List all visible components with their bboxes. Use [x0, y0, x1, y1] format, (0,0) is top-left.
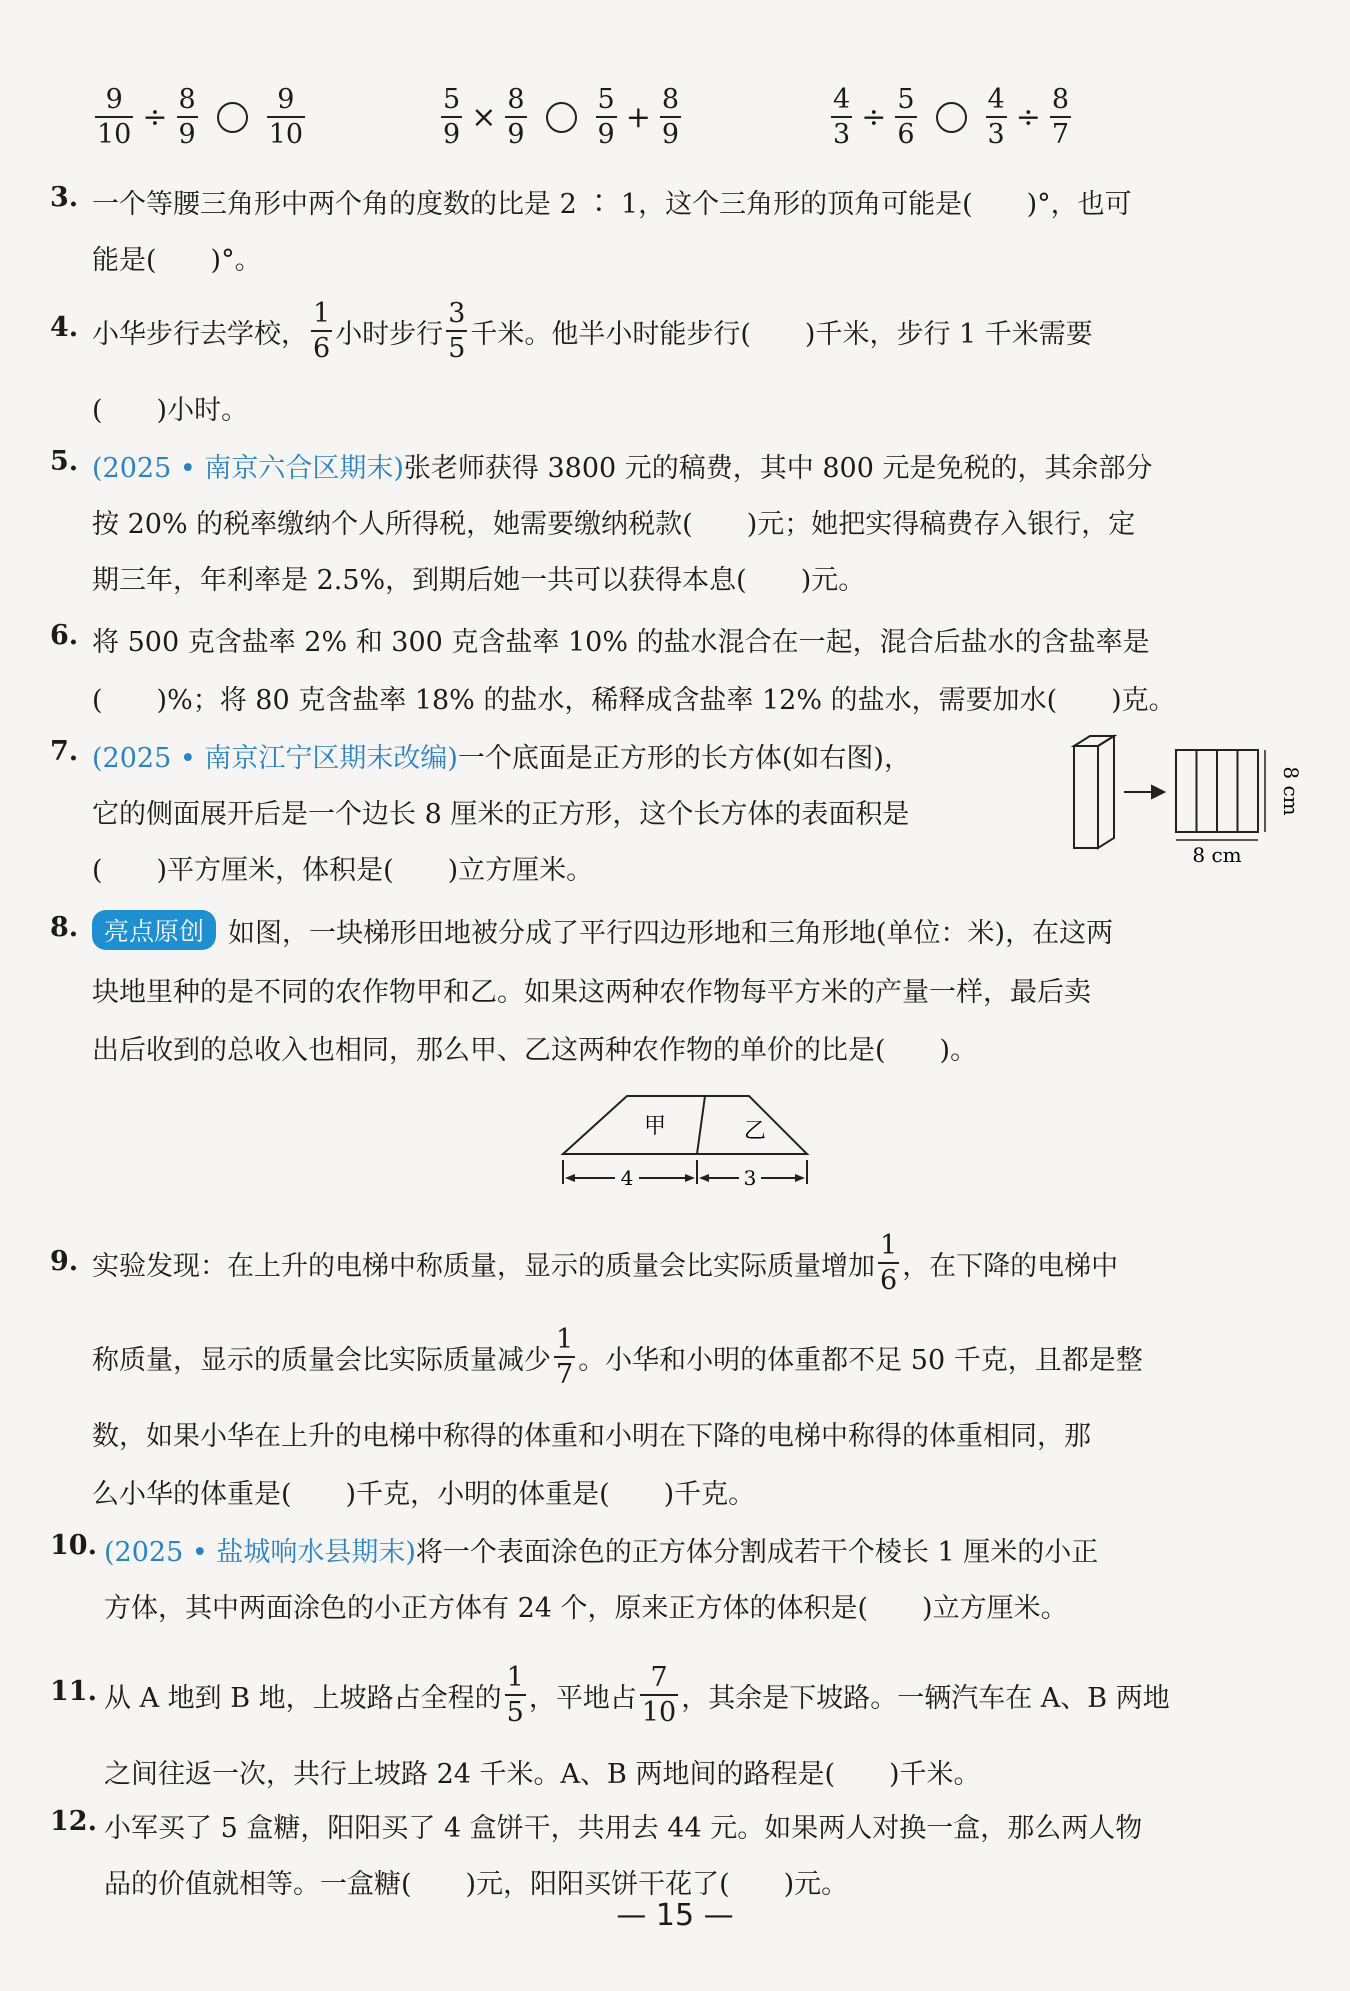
question-text: 从 A 地到 B 地，上坡路占全程的 $\frac{1}{5}$ ，平地占 $\frac{7}{10}$ ，其余是下坡路。一辆汽车在 A、B 两地: [104, 1662, 1170, 1728]
comparison-2: [438, 86, 684, 148]
compare-circle-blank[interactable]: [936, 102, 967, 133]
original-badge: 亮点原创: [92, 910, 216, 950]
fraction: $\frac{4}{3}$: [833, 84, 851, 150]
source-tag: (2025 • 南京江宁区期末改编): [92, 743, 458, 774]
question-text: 方体，其中两面涂色的小正方体有 24 个，原来正方体的体积是( )立方厘米。: [104, 1593, 1068, 1624]
question-number: 10.: [50, 1530, 97, 1561]
operator: ÷: [142, 99, 168, 135]
question-number: 12.: [50, 1806, 97, 1837]
source-tag: (2025 • 南京六合区期末): [92, 453, 404, 484]
trapezoid-figure: [555, 1088, 815, 1193]
fraction: $\frac{1}{7}$: [556, 1324, 574, 1390]
question-text: 一个等腰三角形中两个角的度数的比是 2 ∶ 1，这个三角形的顶角可能是( )°，也可: [92, 189, 1132, 220]
compare-circle-blank[interactable]: [546, 102, 577, 133]
question-text: ( )小时。: [92, 395, 249, 426]
compare-circle-blank[interactable]: [217, 102, 248, 133]
question-text: 将 500 克含盐率 2% 和 300 克含盐率 10% 的盐水混合在一起，混合后盐水的含盐率是: [92, 627, 1150, 658]
fraction: $\frac{5}{6}$: [897, 84, 915, 150]
question-text: 之间往返一次，共行上坡路 24 千米。A、B 两地间的路程是( )千米。: [104, 1759, 981, 1790]
length-4-label: 4: [620, 1166, 634, 1190]
comparison-3: [828, 86, 1074, 148]
question-text: 按 20% 的税率缴纳个人所得税，她需要缴纳税款( )元；她把实得稿费存入银行，定: [92, 509, 1136, 540]
question-text: 实验发现：在上升的电梯中称质量，显示的质量会比实际质量增加 $\frac{1}{6}$ ，在下降的电梯中: [92, 1230, 1119, 1296]
question-number: 7.: [50, 736, 79, 767]
fraction: $\frac{8}{9}$: [661, 84, 680, 150]
question-text: 出后收到的总收入也相同，那么甲、乙这两种农作物的单价的比是( )。: [92, 1035, 978, 1066]
fraction: $\frac{3}{5}$: [448, 298, 466, 364]
region-jia-label: 甲: [643, 1114, 667, 1139]
operator: ÷: [1015, 99, 1041, 135]
question-number: 4.: [50, 312, 79, 343]
arrow-head-icon: [1152, 786, 1164, 798]
question-number: 6.: [50, 620, 79, 651]
question-text: (2025 • 南京六合区期末) 张老师获得 3800 元的稿费，其中 800 元是免税的，其余部分: [92, 446, 1152, 485]
cuboid-unfold-figure: [1060, 728, 1303, 868]
question-text: ( )平方厘米，体积是( )立方厘米。: [92, 855, 594, 886]
question-text: 数，如果小华在上升的电梯中称得的体重和小明在下降的电梯中称得的体重相同，那: [92, 1421, 1091, 1452]
question-number: 8.: [50, 912, 79, 943]
fraction: $\frac{1}{6}$: [313, 298, 331, 364]
question-text: 么小华的体重是( )千克，小明的体重是( )千克。: [92, 1479, 756, 1510]
question-text: 亮点原创 如图，一块梯形田地被分成了平行四边形地和三角形地(单位：米)，在这两: [92, 910, 1113, 950]
fraction: $\frac{9}{10}$: [268, 84, 304, 150]
question-text: 小军买了 5 盒糖，阳阳买了 4 盒饼干，共用去 44 元。如果两人对换一盒，那么两人物: [104, 1813, 1143, 1844]
question-text: 品的价值就相等。一盒糖( )元，阳阳买饼干花了( )元。: [104, 1869, 849, 1900]
question-text: 它的侧面展开后是一个边长 8 厘米的正方形，这个长方体的表面积是: [92, 799, 910, 830]
cuboid-top: [1074, 736, 1114, 746]
question-text: 期三年，年利率是 2.5%，到期后她一共可以获得本息( )元。: [92, 565, 866, 596]
height-label: 8 cm: [1279, 766, 1303, 816]
region-yi-label: 乙: [743, 1119, 767, 1144]
fraction: $\frac{1}{5}$: [506, 1662, 524, 1728]
fraction: $\frac{9}{10}$: [97, 84, 132, 150]
divider-line: [697, 1096, 705, 1154]
operator: ×: [471, 99, 497, 135]
trapezoid-outline: [563, 1096, 807, 1154]
width-label: 8 cm: [1192, 843, 1242, 867]
cuboid-side: [1098, 736, 1114, 848]
question-number: 3.: [50, 182, 79, 213]
question-number: 9.: [50, 1246, 79, 1277]
question-text: 小华步行去学校， $\frac{1}{6}$ 小时步行 $\frac{3}{5}$ 千米。他半小时能步行( )千米，步行 1 千米需要: [92, 298, 1093, 364]
fraction: $\frac{5}{9}$: [443, 84, 461, 150]
operator: ÷: [861, 99, 887, 135]
length-3-label: 3: [743, 1166, 757, 1190]
source-tag: (2025 • 盐城响水县期末): [104, 1537, 416, 1568]
fraction: $\frac{4}{3}$: [987, 84, 1005, 150]
cuboid-front: [1074, 746, 1098, 848]
question-text: ( )%；将 80 克含盐率 18% 的盐水，稀释成含盐率 12% 的盐水，需要加水( )克。: [92, 685, 1176, 716]
fraction: $\frac{5}{9}$: [597, 84, 615, 150]
fraction: $\frac{1}{6}$: [880, 1230, 898, 1296]
question-text: (2025 • 南京江宁区期末改编) 一个底面是正方形的长方体(如右图)，: [92, 736, 911, 775]
page-number: — 15 —: [616, 1898, 734, 1933]
fraction: $\frac{7}{10}$: [641, 1662, 677, 1728]
question-text: (2025 • 盐城响水县期末) 将一个表面涂色的正方体分割成若干个棱长 1 厘米的小正: [104, 1530, 1098, 1569]
fraction: $\frac{8}{9}$: [178, 84, 196, 150]
fraction: $\frac{8}{9}$: [507, 84, 525, 150]
question-text: 称质量，显示的质量会比实际质量减少 $\frac{1}{7}$ 。小华和小明的体重都不足 50 千克，且都是整: [92, 1324, 1143, 1390]
question-number: 11.: [50, 1676, 97, 1707]
question-text: 块地里种的是不同的农作物甲和乙。如果这两种农作物每平方米的产量一样，最后卖: [92, 977, 1091, 1008]
question-number: 5.: [50, 446, 79, 477]
operator: +: [625, 99, 651, 135]
fraction: $\frac{8}{7}$: [1051, 84, 1070, 150]
comparison-1: [92, 86, 308, 148]
question-text: 能是( )°。: [92, 245, 262, 276]
